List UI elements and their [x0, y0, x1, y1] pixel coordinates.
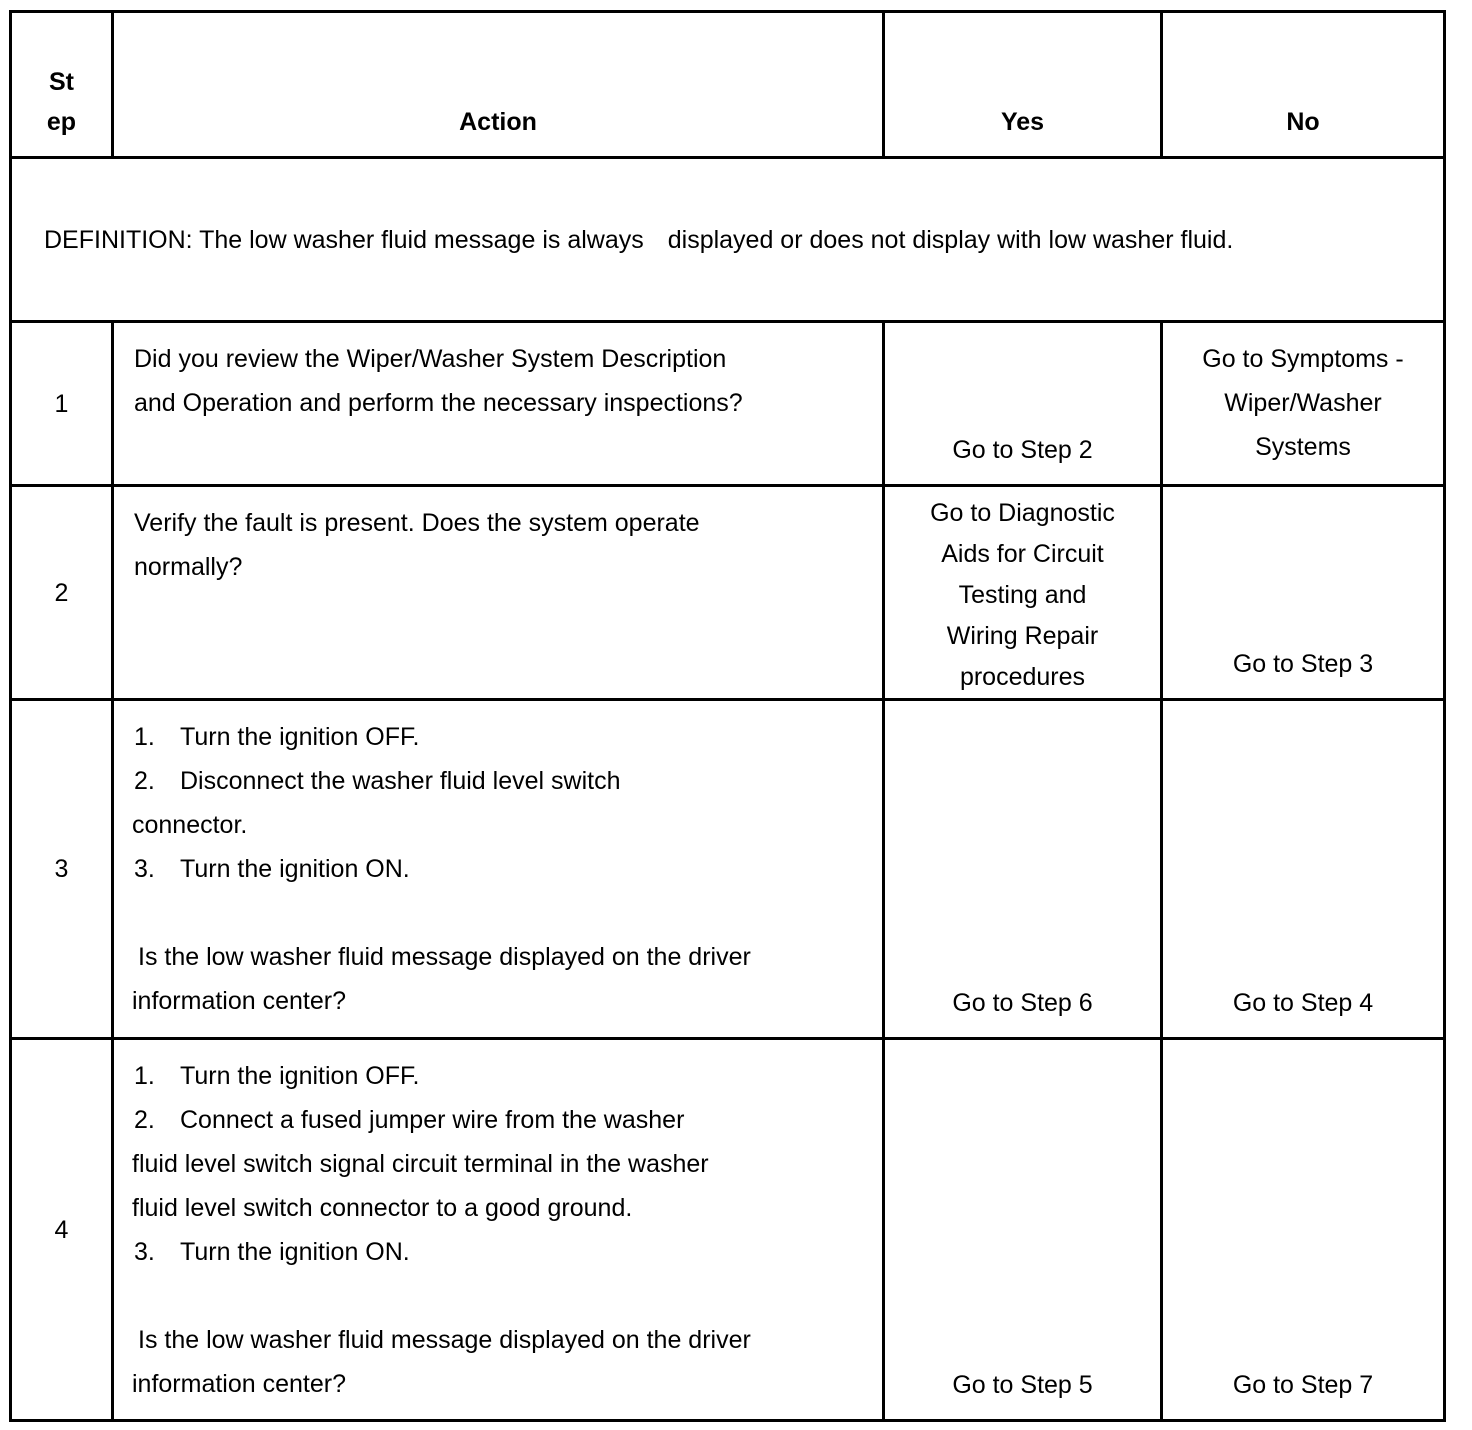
yes-cell: Go to Step 2	[884, 322, 1162, 486]
no-cell: Go to Step 7	[1162, 1039, 1445, 1421]
yes-line: Testing and	[958, 581, 1087, 609]
action-line: and Operation and perform the necessary inspections?	[134, 389, 743, 417]
diagnostic-table	[9, 10, 1446, 1422]
action-cell	[113, 1039, 884, 1421]
action-line: connector.	[132, 811, 248, 839]
no-line: Wiper/Washer	[1224, 389, 1382, 417]
action-line: normally?	[134, 553, 243, 581]
no-cell: Go to Step 4	[1162, 700, 1445, 1039]
action-line: fluid level switch signal circuit terminal in the washer	[132, 1150, 709, 1178]
step-number: 4	[11, 1039, 113, 1421]
action-cell	[113, 486, 884, 700]
question-line: Is the low washer fluid message displayed on the driver	[138, 943, 751, 971]
definition-row	[11, 158, 1445, 322]
yes-cell: Go to Step 6	[884, 700, 1162, 1039]
header-row	[11, 12, 1445, 158]
question-line: Is the low washer fluid message displayed on the driver	[138, 1326, 751, 1354]
table-row	[11, 1039, 1445, 1421]
action-cell	[113, 700, 884, 1039]
step-number: 1	[11, 322, 113, 486]
list-item: 1. Turn the ignition OFF.	[134, 723, 420, 751]
yes-line: Go to Diagnostic	[930, 499, 1115, 527]
table-row	[11, 700, 1445, 1039]
step-number: 2	[11, 486, 113, 700]
list-item: 2. Disconnect the washer fluid level switch	[134, 767, 621, 795]
definition-cell	[11, 158, 1445, 322]
action-line: Did you review the Wiper/Washer System Description	[134, 345, 727, 373]
yes-line: Wiring Repair	[946, 622, 1099, 650]
no-cell	[1162, 322, 1445, 486]
table-row	[11, 486, 1445, 700]
header-step: St ep	[11, 12, 113, 158]
header-action: Action	[113, 12, 884, 158]
definition-text-part2: displayed or does not display with low washer fluid.	[667, 225, 1234, 254]
yes-cell	[884, 486, 1162, 700]
yes-cell: Go to Step 5	[884, 1039, 1162, 1421]
no-cell: Go to Step 3	[1162, 486, 1445, 700]
action-cell	[113, 322, 884, 486]
yes-line: Aids for Circuit	[941, 540, 1104, 568]
question-line: information center?	[132, 987, 347, 1015]
step-number: 3	[11, 700, 113, 1039]
table-row	[11, 322, 1445, 486]
definition-text-part1: DEFINITION: The low washer fluid message is always	[44, 225, 644, 254]
header-no: No	[1162, 12, 1445, 158]
action-line: fluid level switch connector to a good ground.	[132, 1194, 633, 1222]
list-item: 2. Connect a fused jumper wire from the washer	[134, 1106, 685, 1134]
list-item: 1. Turn the ignition OFF.	[134, 1062, 420, 1090]
yes-line: procedures	[959, 663, 1086, 691]
question-line: information center?	[132, 1370, 347, 1398]
header-yes: Yes	[884, 12, 1162, 158]
no-line: Systems	[1255, 433, 1351, 461]
action-line: Verify the fault is present. Does the system operate	[134, 509, 700, 537]
list-item: 3. Turn the ignition ON.	[134, 855, 410, 883]
no-line: Go to Symptoms -	[1202, 345, 1404, 373]
list-item: 3. Turn the ignition ON.	[134, 1238, 410, 1266]
